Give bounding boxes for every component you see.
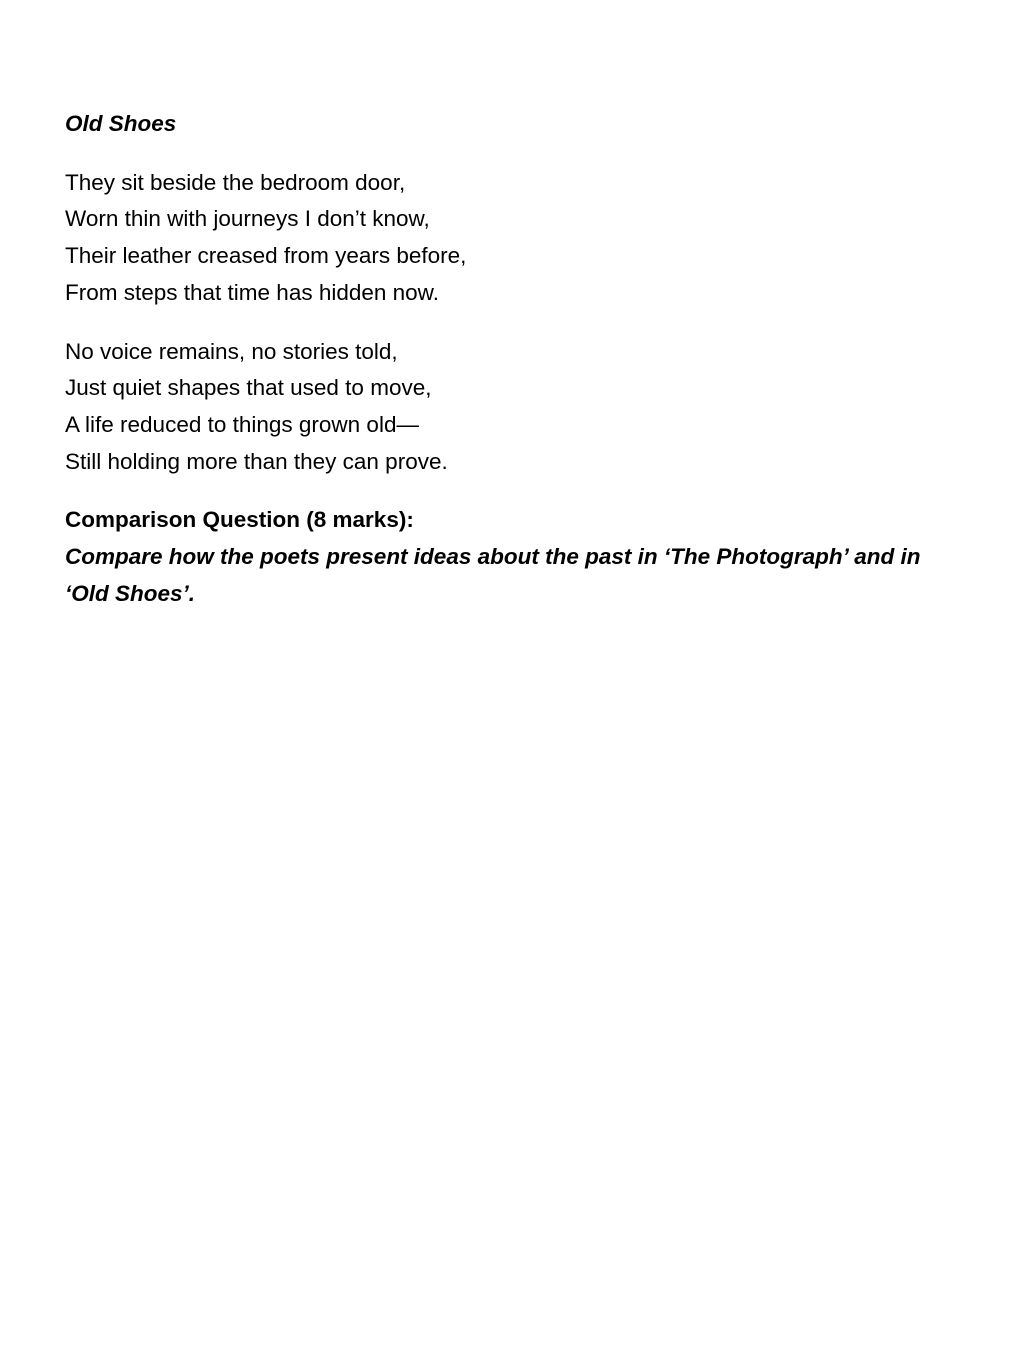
poem-line: From steps that time has hidden now.	[65, 279, 439, 305]
poem-line: A life reduced to things grown old—	[65, 411, 419, 437]
stanza-1	[65, 165, 965, 312]
comparison-question	[65, 502, 965, 612]
document-content	[65, 106, 965, 612]
question-text: Compare how the poets present ideas about the past in ‘The Photograph’ and in ‘Old Shoes’.	[65, 544, 921, 606]
poem-line: Their leather creased from years before,	[65, 243, 467, 269]
poem-line: Still holding more than they can prove.	[65, 448, 448, 474]
poem-title: Old Shoes	[65, 111, 177, 136]
poem-line: Worn thin with journeys I don’t know,	[65, 206, 430, 232]
question-heading: Comparison Question (8 marks):	[65, 507, 414, 533]
poem-line: They sit beside the bedroom door,	[65, 169, 406, 195]
poem-line: No voice remains, no stories told,	[65, 338, 398, 364]
poem-line: Just quiet shapes that used to move,	[65, 375, 432, 401]
stanza-2	[65, 334, 965, 481]
